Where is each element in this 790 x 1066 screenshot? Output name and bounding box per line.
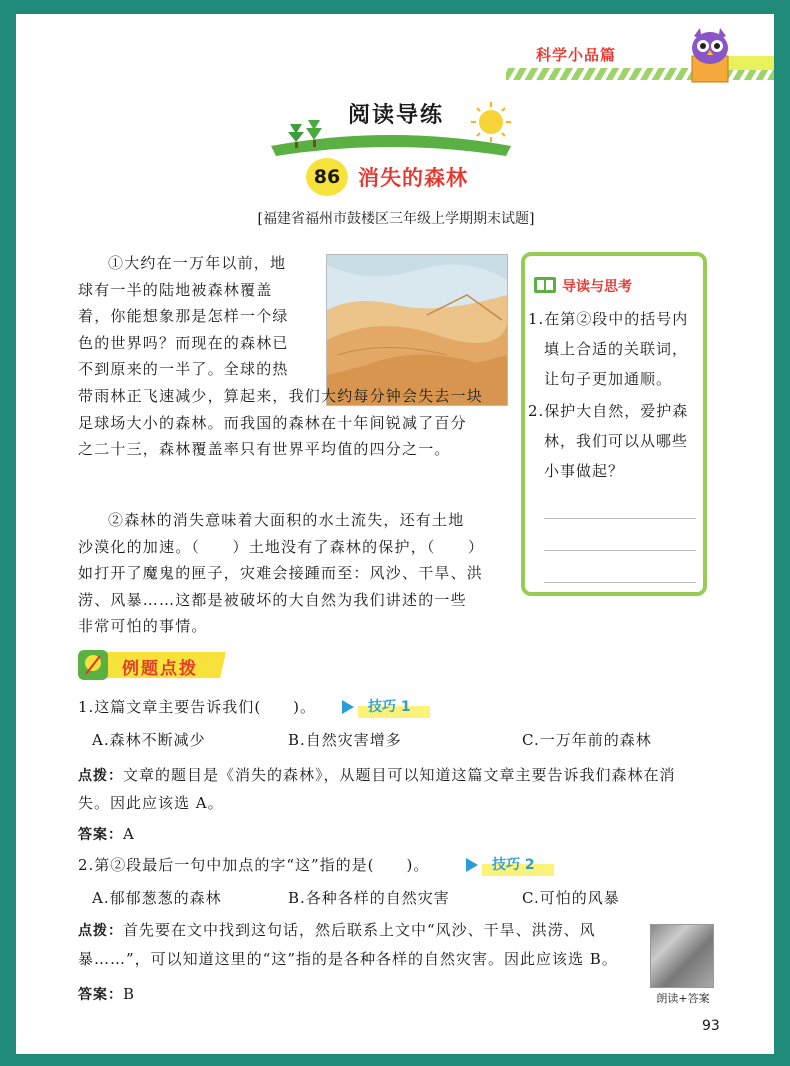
hint-label: 点拨：: [78, 923, 123, 939]
question-1-option-c[interactable]: C.一万年前的森林: [522, 731, 652, 749]
passage-paragraph-2: [78, 507, 503, 640]
tip-label-1: 技巧 1: [368, 699, 411, 715]
passage-line: ②森林的消失意味着大面积的水土流失，还有土地: [108, 511, 465, 529]
qr-code-image[interactable]: [650, 924, 714, 988]
guide-line: 林，我们可以从哪些: [544, 432, 689, 450]
hint-line: 文章的题目是《消失的森林》，从题目可以知道这篇文章主要告诉我们森林在消: [123, 766, 676, 784]
guide-question-1: [528, 304, 704, 394]
answer-line[interactable]: [544, 518, 696, 519]
question-2-stem: 2.第②段最后一句中加点的字“这”指的是( )。: [78, 856, 430, 874]
passage-line: 带雨林正飞速减少，算起来，我们大约每分钟会失去一块: [78, 387, 484, 405]
open-book-icon: [534, 276, 556, 294]
passage-line: 着，你能想象那是怎样一个绿: [78, 307, 289, 325]
passage-line: 涝、风暴……这都是被破坏的大自然为我们讲述的一些: [78, 590, 467, 609]
question-1-answer: [78, 824, 135, 844]
guide-line: 让句子更加通顺。: [544, 370, 673, 388]
question-1-stem: 1.这篇文章主要告诉我们( )。: [78, 698, 317, 716]
guide-line: 小事做起？: [544, 462, 625, 480]
guide-line: 1.在第②段中的括号内: [528, 310, 689, 328]
guide-line: 2.保护大自然，爱护森: [528, 402, 689, 420]
lesson-number-badge: 86: [306, 158, 348, 196]
passage-line: 如打开了魔鬼的匣子，灾难会接踵而至：风沙、干旱、洪: [78, 564, 484, 582]
question-1-option-a[interactable]: A.森林不断减少: [92, 731, 206, 749]
question-1-option-b[interactable]: B.自然灾害增多: [288, 731, 402, 749]
tip-label-2: 技巧 2: [492, 857, 535, 873]
passage-line: 足球场大小的森林。而我国的森林在十年间锐减了百分: [78, 413, 467, 432]
owl-mascot-icon: [686, 26, 734, 84]
answer-label: 答案：: [78, 987, 123, 1003]
passage-line: 非常可怕的事情。: [78, 617, 208, 635]
question-2-hint: [78, 916, 638, 973]
play-arrow-icon: [466, 858, 478, 872]
lesson-title: 消失的森林: [358, 166, 468, 190]
question-1-hint: [78, 762, 718, 816]
section-title: 例题点拨: [122, 659, 198, 679]
page-number: 93: [702, 1018, 720, 1034]
lesson-source: [福建省福州市鼓楼区三年级上学期期末试题]: [257, 211, 535, 227]
answer-value: A: [123, 825, 135, 843]
textbook-page: [16, 14, 774, 1054]
play-arrow-icon: [342, 700, 354, 714]
question-2-option-a[interactable]: A.郁郁葱葱的森林: [92, 889, 222, 907]
qr-code-label: 朗读+答案: [656, 992, 710, 1005]
guide-question-2: [528, 396, 704, 486]
answer-value: B: [123, 985, 136, 1003]
passage-line: 色的世界吗？而现在的森林已: [78, 333, 289, 352]
banner-title: 阅读导练: [347, 103, 444, 128]
answer-line[interactable]: [544, 550, 696, 551]
question-2-answer: [78, 984, 135, 1004]
hint-line: 失。因此应该选 A。: [78, 793, 224, 812]
passage-paragraph-1-continued: [78, 383, 503, 463]
hint-line: 暴……”，可以知道这里的“这”指的是各种各样的自然灾害。因此应该选 B。: [78, 950, 618, 968]
passage-line: 之二十三，森林覆盖率只有世界平均值的四分之一。: [78, 440, 451, 458]
category-label: 科学小品篇: [536, 46, 617, 64]
guide-line: 填上合适的关联词，: [544, 340, 689, 358]
passage-line: 不到原来的一半了。全球的热: [78, 360, 289, 378]
passage-line: 沙漠化的加速。（ ）土地没有了森林的保护，（ ）: [78, 537, 485, 556]
question-2-option-b[interactable]: B.各种各样的自然灾害: [288, 889, 450, 907]
guide-title: 导读与思考: [562, 279, 632, 295]
passage-paragraph-1: [78, 250, 318, 383]
answer-label: 答案：: [78, 827, 123, 843]
passage-line: 球有一半的陆地被森林覆盖: [78, 280, 273, 299]
answer-line[interactable]: [544, 582, 696, 583]
passage-line: ①大约在一万年以前，地: [108, 254, 287, 272]
question-2-option-c[interactable]: C.可怕的风暴: [522, 889, 620, 907]
hint-label: 点拨：: [78, 768, 123, 784]
hint-line: 首先要在文中找到这句话，然后联系上文中“风沙、干旱、洪涝、风: [123, 921, 596, 939]
